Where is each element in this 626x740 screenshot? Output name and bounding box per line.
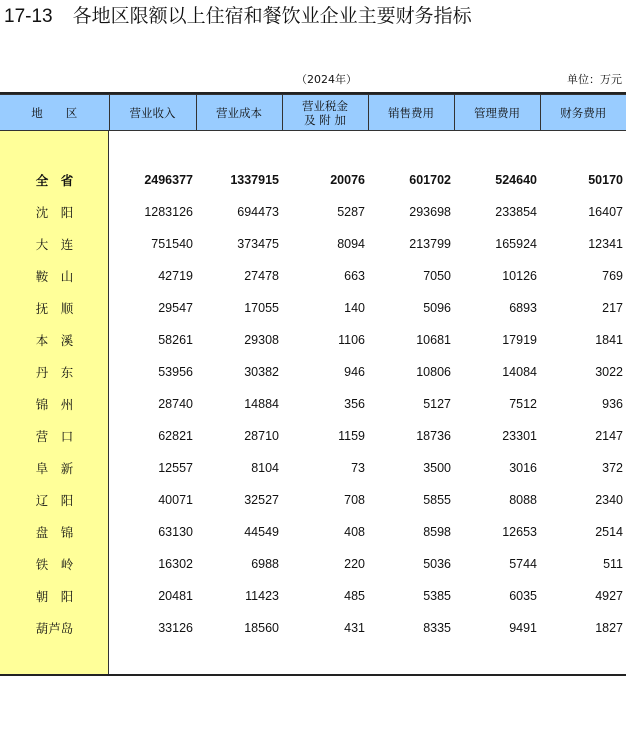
cell-cost: 11423 bbox=[245, 589, 279, 603]
cell-revenue: 12557 bbox=[158, 461, 193, 475]
header-tax-line1: 营业税金 bbox=[302, 98, 348, 113]
cell-region: 抚 顺 bbox=[35, 301, 74, 316]
cell-tax: 356 bbox=[344, 397, 365, 411]
cell-admin: 7512 bbox=[509, 397, 537, 411]
table-row bbox=[0, 452, 626, 484]
cell-finance: 1827 bbox=[595, 621, 623, 635]
cell-revenue: 63130 bbox=[158, 525, 193, 539]
cell-revenue: 33126 bbox=[158, 621, 193, 635]
table-number: 17-13 bbox=[4, 6, 53, 27]
table-header bbox=[0, 94, 626, 131]
cell-cost: 32527 bbox=[244, 493, 279, 507]
cell-tax: 8094 bbox=[337, 237, 365, 251]
cell-cost: 14884 bbox=[244, 397, 279, 411]
cell-sales: 293698 bbox=[409, 205, 451, 219]
header-tax bbox=[282, 95, 368, 131]
cell-revenue: 1283126 bbox=[144, 205, 193, 219]
cell-tax: 485 bbox=[344, 589, 365, 603]
cell-sales: 5385 bbox=[423, 589, 451, 603]
cell-tax: 20076 bbox=[330, 173, 365, 187]
cell-region: 盘 锦 bbox=[35, 525, 74, 540]
cell-region: 全 省 bbox=[35, 173, 74, 188]
table-row bbox=[0, 228, 626, 260]
cell-region: 营 口 bbox=[35, 429, 74, 444]
cell-revenue: 58261 bbox=[158, 333, 193, 347]
cell-sales: 8335 bbox=[423, 621, 451, 635]
cell-tax: 73 bbox=[351, 461, 365, 475]
cell-revenue: 16302 bbox=[158, 557, 193, 571]
cell-finance: 936 bbox=[602, 397, 623, 411]
cell-finance: 2147 bbox=[595, 429, 623, 443]
cell-finance: 16407 bbox=[588, 205, 623, 219]
cell-region: 辽 阳 bbox=[35, 493, 74, 508]
cell-admin: 17919 bbox=[502, 333, 537, 347]
header-tax-line2: 及 附 加 bbox=[304, 112, 346, 127]
cell-tax: 140 bbox=[344, 301, 365, 315]
header-admin: 管理费用 bbox=[454, 95, 540, 131]
cell-admin: 233854 bbox=[495, 205, 537, 219]
cell-admin: 6893 bbox=[509, 301, 537, 315]
bottom-rule bbox=[0, 674, 626, 676]
table-row bbox=[0, 516, 626, 548]
cell-cost: 1337915 bbox=[230, 173, 279, 187]
table-row bbox=[0, 260, 626, 292]
cell-admin: 165924 bbox=[495, 237, 537, 251]
cell-cost: 18560 bbox=[244, 621, 279, 635]
cell-cost: 28710 bbox=[244, 429, 279, 443]
cell-revenue: 28740 bbox=[158, 397, 193, 411]
cell-cost: 373475 bbox=[237, 237, 279, 251]
cell-sales: 5855 bbox=[423, 493, 451, 507]
cell-finance: 4927 bbox=[595, 589, 623, 603]
cell-region: 沈 阳 bbox=[35, 205, 74, 220]
data-table bbox=[0, 164, 626, 644]
table-row bbox=[0, 196, 626, 228]
cell-sales: 5127 bbox=[423, 397, 451, 411]
cell-region: 阜 新 bbox=[35, 461, 74, 476]
cell-tax: 1159 bbox=[338, 429, 365, 443]
cell-finance: 769 bbox=[602, 269, 623, 283]
cell-sales: 601702 bbox=[409, 173, 451, 187]
cell-sales: 5096 bbox=[423, 301, 451, 315]
cell-finance: 50170 bbox=[588, 173, 623, 187]
cell-revenue: 29547 bbox=[158, 301, 193, 315]
cell-finance: 3022 bbox=[595, 365, 623, 379]
header-revenue: 营业收入 bbox=[109, 95, 196, 131]
cell-sales: 213799 bbox=[409, 237, 451, 251]
cell-tax: 946 bbox=[344, 365, 365, 379]
cell-tax: 220 bbox=[344, 557, 365, 571]
cell-admin: 6035 bbox=[509, 589, 537, 603]
cell-revenue: 2496377 bbox=[144, 173, 193, 187]
table-row bbox=[0, 324, 626, 356]
cell-tax: 663 bbox=[344, 269, 365, 283]
cell-tax: 1106 bbox=[338, 333, 365, 347]
cell-cost: 44549 bbox=[244, 525, 279, 539]
cell-region: 鞍 山 bbox=[35, 269, 74, 284]
cell-region: 本 溪 bbox=[35, 333, 74, 348]
cell-cost: 8104 bbox=[251, 461, 279, 475]
table-row bbox=[0, 356, 626, 388]
table-row bbox=[0, 420, 626, 452]
cell-cost: 29308 bbox=[244, 333, 279, 347]
cell-admin: 10126 bbox=[502, 269, 537, 283]
cell-finance: 2340 bbox=[595, 493, 623, 507]
cell-finance: 1841 bbox=[595, 333, 623, 347]
cell-cost: 30382 bbox=[244, 365, 279, 379]
cell-sales: 5036 bbox=[423, 557, 451, 571]
cell-tax: 708 bbox=[344, 493, 365, 507]
header-sales: 销售费用 bbox=[368, 95, 454, 131]
cell-finance: 217 bbox=[602, 301, 623, 315]
table-row bbox=[0, 484, 626, 516]
cell-region: 丹 东 bbox=[35, 365, 74, 380]
cell-sales: 8598 bbox=[423, 525, 451, 539]
cell-region: 大 连 bbox=[35, 237, 74, 252]
table-row bbox=[0, 292, 626, 324]
table-row bbox=[0, 388, 626, 420]
cell-cost: 6988 bbox=[251, 557, 279, 571]
cell-admin: 9491 bbox=[509, 621, 537, 635]
cell-cost: 17055 bbox=[244, 301, 279, 315]
cell-region: 葫芦岛 bbox=[35, 621, 74, 636]
cell-region: 铁 岭 bbox=[35, 557, 74, 572]
cell-admin: 14084 bbox=[502, 365, 537, 379]
cell-finance: 372 bbox=[602, 461, 623, 475]
cell-finance: 511 bbox=[603, 557, 623, 571]
cell-admin: 23301 bbox=[502, 429, 537, 443]
cell-admin: 12653 bbox=[502, 525, 537, 539]
table-row bbox=[0, 548, 626, 580]
cell-region: 朝 阳 bbox=[35, 589, 74, 604]
cell-sales: 10681 bbox=[416, 333, 451, 347]
cell-finance: 12341 bbox=[588, 237, 623, 251]
cell-admin: 5744 bbox=[509, 557, 537, 571]
cell-sales: 3500 bbox=[423, 461, 451, 475]
header-cost: 营业成本 bbox=[196, 95, 282, 131]
cell-cost: 27478 bbox=[244, 269, 279, 283]
cell-revenue: 751540 bbox=[151, 237, 193, 251]
cell-revenue: 20481 bbox=[158, 589, 193, 603]
cell-admin: 8088 bbox=[509, 493, 537, 507]
header-region: 地 区 bbox=[0, 95, 109, 131]
cell-tax: 5287 bbox=[337, 205, 365, 219]
cell-admin: 3016 bbox=[509, 461, 537, 475]
year-label: （2024年） bbox=[296, 73, 357, 86]
cell-sales: 7050 bbox=[423, 269, 451, 283]
cell-cost: 694473 bbox=[237, 205, 279, 219]
table-title-text: 各地区限额以上住宿和餐饮业企业主要财务指标 bbox=[72, 5, 472, 27]
table-row bbox=[0, 580, 626, 612]
cell-revenue: 42719 bbox=[158, 269, 193, 283]
cell-sales: 18736 bbox=[416, 429, 451, 443]
cell-revenue: 53956 bbox=[158, 365, 193, 379]
table-row bbox=[0, 612, 626, 644]
cell-admin: 524640 bbox=[495, 173, 537, 187]
unit-label: 单位：万元 bbox=[567, 73, 622, 86]
cell-finance: 2514 bbox=[595, 525, 623, 539]
cell-sales: 10806 bbox=[416, 365, 451, 379]
cell-tax: 408 bbox=[344, 525, 365, 539]
cell-tax: 431 bbox=[344, 621, 365, 635]
header-finance: 财务费用 bbox=[540, 95, 626, 131]
cell-region: 锦 州 bbox=[35, 397, 74, 412]
page-title bbox=[4, 3, 472, 30]
table-row-total bbox=[0, 164, 626, 196]
cell-revenue: 62821 bbox=[158, 429, 193, 443]
cell-revenue: 40071 bbox=[158, 493, 193, 507]
